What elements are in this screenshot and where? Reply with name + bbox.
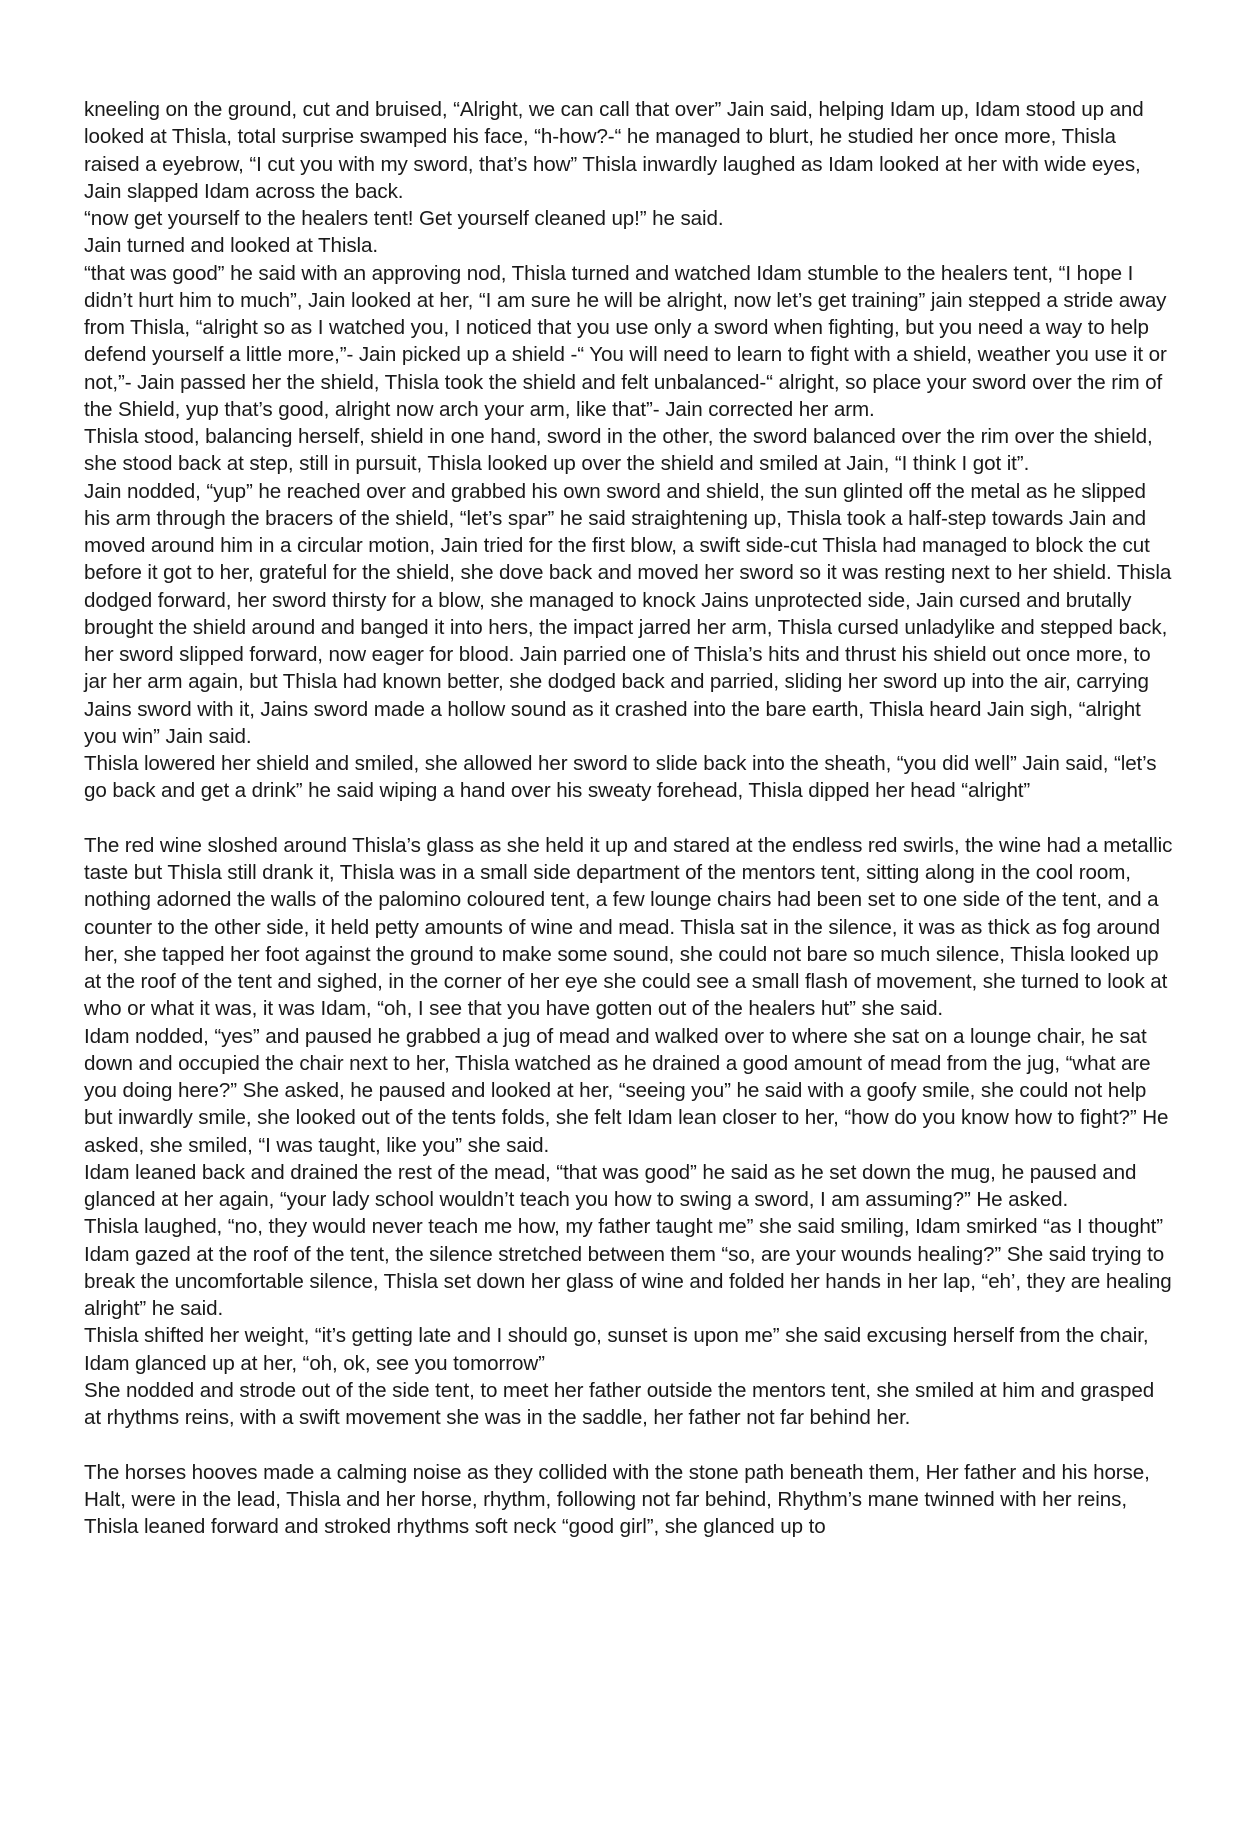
paragraph-spacer [84,1431,1176,1458]
paragraph-5: Thisla stood, balancing herself, shield in one hand, sword in the other, the sword balanced over the rim over the shield, she stood back at step, still in pursuit, Thisla looked up over the shield and smiled at Jain, “I think I got it”. [84,425,1153,476]
paragraph-10: Idam leaned back and drained the rest of the mead, “that was good” he said as he set down the mug, he paused and glanced at her again, “your lady school wouldn’t teach you how to swing a sword, I am assuming?” He asked. [84,1160,1137,1211]
paragraph-14: The horses hooves made a calming noise as they collided with the stone path beneath them, Her father and his horse, Halt, were in the lead, Thisla and her horse, rhythm, following not far behind, Rhythm’s mane twinned with her reins, Thisla leaned forward and stroked rhythms soft neck “good girl”, she glanced up to [84,1460,1150,1538]
paragraph-8: The red wine sloshed around Thisla’s glass as she held it up and stared at the endless red swirls, the wine had a metallic taste but Thisla still drank it, Thisla was in a small side department of the mentors tent, sitting along in the cool room, nothing adorned the walls of the palomino coloured tent, a few lounge chairs had been set to one side of the tent, and a counter to the other side, it held petty amounts of wine and mead. Thisla sat in the silence, it was as thick as fog around her, she tapped her foot against the ground to make some sound, she could not bare so much silence, Thisla looked up at the roof of the tent and sighed, in the corner of her eye she could see a small flash of movement, she turned to look at who or what it was, it was Idam, “oh, I see that you have gotten out of the healers hut” she said. [84,833,1173,1021]
paragraph-12: Thisla shifted her weight, “it’s getting late and I should go, sunset is upon me” she said excusing herself from the chair, Idam glanced up at her, “oh, ok, see you tomorrow” [84,1324,1149,1375]
paragraph-4: “that was good” he said with an approving nod, Thisla turned and watched Idam stumble to the healers tent, “I hope I didn’t hurt him to much”, Jain looked at her, “I am sure he will be alright, now let’s get training” jain stepped a stride away from Thisla, “alright so as I watched you, I noticed that you use only a sword when fighting, but you need a way to help defend yourself a little more,”- Jain picked up a shield -“ You will need to learn to fight with a shield, weather you use it or not,”- Jain passed her the shield, Thisla took the shield and felt unbalanced-“ alright, so place your sword over the rim of the Shield, yup that’s good, alright now arch your arm, like that”- Jain corrected her arm. [84,261,1167,421]
paragraph-6: Jain nodded, “yup” he reached over and grabbed his own sword and shield, the sun glinted off the metal as he slipped his arm through the bracers of the shield, “let’s spar” he said straightening up, Thisla took a half-step towards Jain and moved around him in a circular motion, Jain tried for the first blow, a swift side-cut Thisla had managed to block the cut before it got to her, grateful for the shield, she dove back and moved her sword so it was resting next to her shield. Thisla dodged forward, her sword thirsty for a blow, she managed to knock Jains unprotected side, Jain cursed and brutally brought the shield around and banged it into hers, the impact jarred her arm, Thisla cursed unladylike and stepped back, her sword slipped forward, now eager for blood. Jain parried one of Thisla’s hits and thrust his shield out once more, to jar her arm again, but Thisla had known better, she dodged back and parried, sliding her sword up into the air, carrying Jains sword with it, Jains sword made a hollow sound as it crashed into the bare earth, Thisla heard Jain sigh, “alright you win” Jain said. [84,479,1172,748]
paragraph-1: kneeling on the ground, cut and bruised, “Alright, we can call that over” Jain said, helping Idam up, Idam stood up and looked at Thisla, total surprise swamped his face, “h-how?-“ he managed to blurt, he studied her once more, Thisla raised a eyebrow, “I cut you with my sword, that’s how” Thisla inwardly laughed as Idam looked at her with wide eyes, Jain slapped Idam across the back. [84,98,1144,203]
document-page [84,96,1176,1540]
paragraph-9: Idam nodded, “yes” and paused he grabbed a jug of mead and walked over to where she sat on a lounge chair, he sat down and occupied the chair next to her, Thisla watched as he drained a good amount of mead from the jug, “what are you doing here?” She asked, he paused and looked at her, “seeing you” he said with a goofy smile, she could not help but inwardly smile, she looked out of the tents folds, she felt Idam lean closer to her, “how do you know how to fight?” He asked, she smiled, “I was taught, like you” she said. [84,1024,1169,1157]
paragraph-11: Thisla laughed, “no, they would never teach me how, my father taught me” she said smiling, Idam smirked “as I thought” Idam gazed at the roof of the tent, the silence stretched between them “so, are your wounds healing?” She said trying to break the uncomfortable silence, Thisla set down her glass of wine and folded her hands in her lap, “eh’, they are healing alright” he said. [84,1215,1172,1320]
paragraph-3: Jain turned and looked at Thisla. [84,234,378,258]
paragraph-13: She nodded and strode out of the side tent, to meet her father outside the mentors tent, she smiled at him and grasped at rhythms reins, with a swift movement she was in the saddle, her father not far behind her. [84,1378,1155,1429]
paragraph-spacer [84,805,1176,832]
paragraph-7: Thisla lowered her shield and smiled, she allowed her sword to slide back into the sheath, “you did well” Jain said, “let’s go back and get a drink” he said wiping a hand over his sweaty forehead, Thisla dipped her head “alright” [84,752,1157,803]
paragraph-2: “now get yourself to the healers tent! Get yourself cleaned up!” he said. [84,207,724,230]
